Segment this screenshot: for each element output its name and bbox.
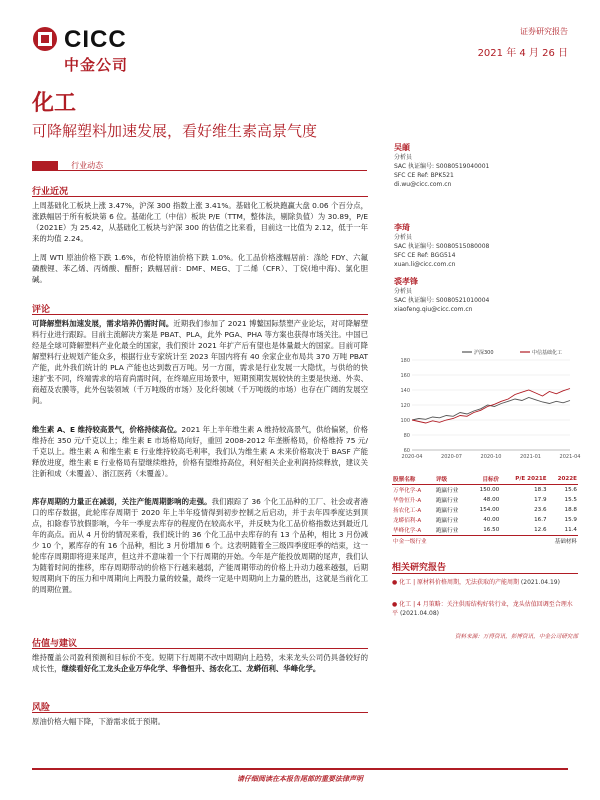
tag-text: 行业动态 [71,161,104,170]
val-text: 维持覆盖公司盈利预测和目标价不变。短期下行周期不改中周期向上趋势，未来龙头公司仍具备较好的成长性， [32,653,368,673]
related-date: (2021.04.08) [399,610,439,617]
y-tick-label: 120 [400,403,410,409]
analyst-email[interactable]: xuan.li@cicc.com.cn [394,261,456,268]
p1-lead: 可降解塑料加速发展，需求培养仍需时间。 [32,319,174,328]
related-text[interactable]: 化工 | 4 月策略：关注供需结构好转行业，龙头估值回调至合理水平 [392,601,573,617]
stock-name: 华峰化学-A [393,528,422,534]
stock-name: 华鲁恒升-A [393,498,422,504]
related-item-1[interactable]: ● 化工 | 原材料价格周期，无法获取的产能周期 (2021.04.19) [392,579,560,586]
related-heading: 相关研究报告 [392,563,447,573]
related-text[interactable]: 化工 | 原材料价格周期，无法获取的产能周期 [399,579,519,586]
analyst-3 [394,276,574,314]
target-price: 16.50 [483,527,500,533]
headline: 可降解塑料加速发展，看好维生素高景气度 [32,122,318,140]
p2-lead: 维生素 A、E 维持较高景气，价格持续高位。 [32,425,182,434]
table-row [392,515,578,525]
col-pe-2021: P/E 2021E [500,474,547,485]
cicc-logo [32,26,152,74]
pe-2021e: 23.6 [534,507,547,513]
target-price: 48.00 [483,497,500,503]
tag-bar [32,161,58,171]
pe-2022e: 11.4 [564,527,577,533]
pe-2022e: 15.5 [564,497,577,503]
tag-box [32,155,103,174]
related-item-2[interactable]: ● 化工 | 4 月策略：关注供需结构好转行业，龙头估值回调至合理水平 (2021.04.08) [392,601,573,617]
section-valuation-heading: 估值与建议 [32,639,78,649]
p1-text: 近期我们参加了 2021 博鳌国际禁塑产业论坛，对可降解塑料行业进行跟踪。目前主流解决方案是 PBAT、PLA，此外 PGA、PHA 等方案也获得市场关注。中国已经是全球可降解塑料产业化最全的国家，我们预计 2021 年扩产后有望也是体量最大的国家。目前可降解塑料行业规划产能众多，根据行业专家统计至 2023 年国内将有 40 余家企业布局共 370 万吨 PBAT 产能，此外我们统计的 PLA 产能也达到数百万吨。另一方面，需求是行业发展一大隐忧，与供给的快速扩张不同，终端需求的培育尚需时间，在终端应用场景中，短期预期发展较快的主要是快递、外卖、商超及农膜等，此外包装领域（千万吨级的市场）及化纤领域（千万吨级的市场）也存在广阔的发展空间。 [32,319,368,405]
rating: 跑赢行业 [435,528,459,534]
logo-en: CICC [64,26,127,53]
rating: 跑赢行业 [435,498,459,504]
pe-2021e: 12.6 [534,527,547,533]
y-tick-label: 180 [400,358,410,364]
analyst-name: 裘孝锋 [394,277,418,286]
source-credits: 资料来源：万得资讯，彭博资讯，中金公司研究部 [454,634,578,640]
analyst-sfc: SFC CE Ref: BGG514 [394,252,456,259]
comment-paragraph-1 [32,318,368,406]
section-comment-heading: 评论 [32,305,51,315]
analyst-name: 李琦 [394,223,410,232]
legend-label: 沪深300 [474,350,494,356]
related-date: (2021.04.19) [520,579,560,586]
analyst-name: 吴頔 [394,143,410,152]
rating: 跑赢行业 [435,508,459,514]
analyst-email[interactable]: di.wu@cicc.com.cn [394,181,452,188]
report-date: 2021 年 4 月 26 日 [477,48,568,59]
report-type: 证券研究报告 [520,27,568,36]
industry-value: 基础材料 [554,539,577,545]
analyst-sac: SAC 执证编号: S0080515080008 [394,243,490,250]
col-stock: 股票名称 [392,474,435,485]
col-rating: 评级 [435,474,470,485]
p3-text: 我们跟踪了 36 个化工品种的工厂、社会或者港口的库存数据，此轮库存周期于 2020 年上半年疫情得到初步控制之后启动，并于去年四季度达到顶点，扣除春节放假影响，今年一季度去库存的程度仍在较高水平，并反映为化工品价格指数达到最近几年的高点。而从 4 月份的情况来看，我们统计的 36 个化工品中去库存的有 13 个品种，相比 3 月份减少 10 个，累库存的有 16 个品种，相比 3 月份增加 6 个。这表明随着全三级四季度旺季的结束，这一轮库存周期即将迎来尾声，但这并不意味着一个下行周期的开始。今年是产能投放周期的尾声，我们认为随着时间的推移，库存周期带动的价格下行越来越弱，产能周期带动的价格上升动力越来越强，后期短周期向下的压力和中周期向上两股力量的较量，最终一定是中周期向上力量的胜出，这就是当前化工的周期位置。 [32,497,368,594]
industry-label: 中金一级行业 [393,539,427,545]
analyst-title: 分析员 [394,154,413,161]
target-price: 150.00 [479,487,500,493]
analyst-sac: SAC 执证编号: S0080519040001 [394,163,490,170]
y-tick-label: 100 [400,418,410,424]
pe-2022e: 15.9 [564,517,577,523]
footer-divider [32,768,568,770]
tag-divider [32,170,367,171]
col-pe-2022: 2022E [548,474,578,485]
pe-2021e: 18.3 [534,487,547,493]
rating: 跑赢行业 [435,488,459,494]
legend-label: 中信基础化工 [532,350,563,356]
comment-paragraph-3 [32,496,368,595]
stock-name: 扬农化工-A [393,508,422,514]
stock-name: 龙蟒佰利-A [393,518,422,524]
rating-table [392,474,578,546]
table-row [392,485,578,496]
table-row [392,525,578,536]
section-risk-heading: 风险 [32,703,51,713]
rating: 跑赢行业 [435,518,459,524]
analyst-2 [394,222,574,269]
x-tick-label: 2020-04 [401,454,423,460]
y-tick-label: 80 [403,433,410,439]
y-tick-label: 60 [403,448,410,454]
comment-paragraph-2 [32,424,368,479]
x-tick-label: 2021-01 [520,454,541,460]
divider [32,712,368,713]
col-target: 目标价 [470,474,501,485]
pe-2022e: 18.8 [564,507,577,513]
target-price: 40.00 [483,517,500,523]
pe-2021e: 16.7 [534,517,547,523]
analyst-1 [394,142,574,189]
table-footer-row [392,536,578,547]
target-price: 154.00 [479,507,500,513]
y-tick-label: 160 [400,373,410,379]
pe-2021e: 17.9 [534,497,547,503]
valuation-paragraph [32,652,368,674]
analyst-title: 分析员 [394,288,413,295]
divider [32,196,368,197]
performance-chart [392,346,581,464]
x-tick-label: 2021-04 [559,454,581,460]
table-header-row [392,474,578,485]
risk-paragraph: 原油价格大幅下降，下游需求低于预期。 [32,717,166,726]
divider [32,314,368,315]
p3-lead: 库存周期的力量正在减弱，关注产能周期影响的走强。 [32,497,212,506]
divider [32,648,368,649]
logo-cn: 中金公司 [64,56,129,74]
analyst-sfc: SFC CE Ref: BPK521 [394,172,454,179]
x-tick-label: 2020-10 [480,454,502,460]
stock-name: 万华化学-A [393,488,422,494]
table-row [392,505,578,515]
analyst-email[interactable]: xiaofeng.qiu@cicc.com.cn [394,306,473,313]
pe-2022e: 15.6 [564,487,577,493]
legal-notice[interactable]: 请仔细阅读在本报告尾部的重要法律声明 [237,775,363,783]
analyst-sac: SAC 执证编号: S0080521010004 [394,297,490,304]
sector-title: 化工 [32,91,77,116]
analyst-title: 分析员 [394,234,413,241]
table-row [392,495,578,505]
y-tick-label: 140 [400,388,410,394]
series-line-2 [412,389,570,424]
cicc-logo-icon [32,26,58,52]
divider [392,573,578,574]
section-review-heading: 行业近况 [32,187,69,197]
p2-text: 2021 年上半年维生素 A 维持较高景气，供给偏紧，价格维持在 350 元/千克以上；维生素 E 市场格局向好，重回 2008-2012 年垄断格局，价格维持 75 元/千克以上。维生素 A 和维生素 E 行业维持较高毛利率，我们认为维生素 A 未来价格取决于 BASF 产能释放进度，维生素 E 行业格局有望继续维持，价格有望维持高位，利好相关企业利润持续释放，建议关注新和成（未覆盖）、浙江医药（未覆盖）。 [32,425,368,478]
x-tick-label: 2020-07 [441,454,462,460]
val-lead: 继续看好化工龙头企业万华化学、华鲁恒升、扬农化工、龙蟒佰利、华峰化学。 [61,664,321,673]
review-paragraph-1: 上周基础化工板块上涨 3.47%，沪深 300 指数上涨 3.41%。基础化工板块跑赢大盘 0.06 个百分点，涨跌幅居于所有板块第 6 位。基础化工（中信）板块 P/E（TTM，整体法，剔除负值）为 30.89，P/E（2021E）为 25.42，从基础化工板块与沪深 300 的估值之比来看，目前这一比值为 2.12，低于一年来的均值 2.24。 [32,201,368,243]
series-line-1 [412,398,570,421]
review-paragraph-2: 上周 WTI 原油价格下跌 1.6%，布伦特原油价格下跌 1.0%。化工品价格涨幅居前：涤纶 FDY、六氟磷酸锂、苯乙烯、丙烯酸、醋酐；跌幅居前：DMF、MEG、丁二烯（CFR）、丁烷(地中海)、氯化胆碱。 [32,253,368,284]
